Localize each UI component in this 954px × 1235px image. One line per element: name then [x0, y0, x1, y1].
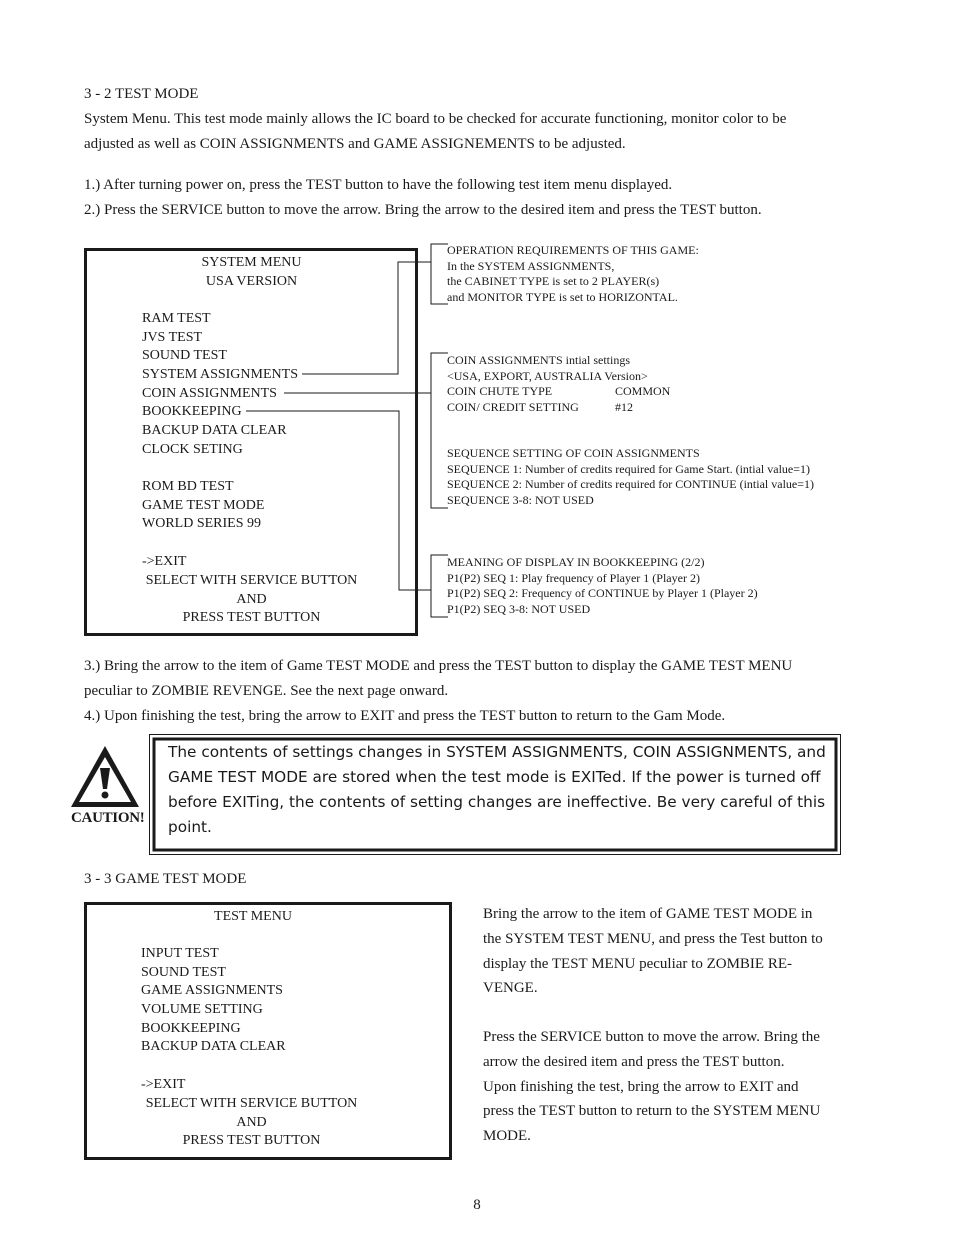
menu-item: SOUND TEST — [142, 348, 227, 364]
test-menu-title-wrap — [86, 908, 420, 927]
test-menu-items — [141, 945, 286, 1057]
note-line: <USA, EXPORT, AUSTRALIA Version> — [447, 368, 648, 383]
note-line: the CABINET TYPE is set to 2 PLAYER(s) — [447, 274, 660, 288]
caution-text: The contents of settings changes in SYSTEM ASSIGNMENTS, COIN ASSIGNMENTS, and GAME TEST MODE are stored when the test mode is EXITed. If the power is turned off before EXITing, the contents of setting changes are ineffective. Be very careful of this point. — [168, 743, 826, 836]
desc-line: VENGE. — [483, 980, 538, 997]
desc-line: display the TEST MENU peculiar to ZOMBIE RE- — [483, 955, 792, 972]
intro-line-1: System Menu. This test mode mainly allows the IC board to be checked for accurate functioning, monitor color to be — [84, 111, 787, 127]
note-line: MEANING OF DISPLAY IN BOOKKEEPING (2/2) — [447, 555, 705, 569]
menu-item: SOUND TEST — [141, 964, 226, 980]
menu-item: ROM BD TEST — [142, 479, 234, 494]
note-line: P1(P2) SEQ 1: Play frequency of Player 1 (Player 2) — [447, 570, 700, 585]
system-menu-items — [142, 310, 298, 460]
coin-chute-label: COIN CHUTE TYPE — [447, 384, 553, 398]
menu-item: WORLD SERIES 99 — [142, 516, 261, 532]
system-menu-version: USA VERSION — [205, 273, 298, 289]
note-line: OPERATION REQUIREMENTS OF THIS GAME: — [447, 243, 699, 257]
system-menu-items-2 — [142, 478, 264, 534]
coin-credit-label: COIN/ CREDIT SETTING — [447, 399, 579, 414]
note-line: P1(P2) SEQ 3-8: NOT USED — [447, 601, 591, 616]
step-1: 1.) After turning power on, press the TEST button to have the following test item menu displayed. — [84, 177, 673, 193]
footer-line: SELECT WITH SERVICE BUTTON — [145, 1096, 358, 1111]
menu-item: BACKUP DATA CLEAR — [141, 1039, 286, 1055]
caution-label: CAUTION! — [71, 810, 145, 826]
footer-line: PRESS TEST BUTTON — [182, 610, 321, 626]
desc-line: Press the SERVICE button to move the arrow. Bring the — [483, 1029, 820, 1045]
menu-item: RAM TEST — [142, 311, 211, 326]
footer-line: AND — [236, 591, 267, 607]
note-line — [447, 400, 648, 416]
step-4: 4.) Upon finishing the test, bring the arrow to EXIT and press the TEST button to return to the Gam Mode. — [84, 708, 726, 724]
page-number: 8 — [473, 1197, 481, 1213]
coin-chute-value: COMMON — [615, 384, 671, 398]
menu-item: BACKUP DATA CLEAR — [142, 423, 287, 439]
intro-line-2: adjusted as well as COIN ASSIGNMENTS and GAME ASSIGNEMENTS to be adjusted. — [84, 136, 626, 152]
desc-line: the SYSTEM TEST MENU, and press the Test button to — [483, 930, 823, 947]
desc-line: arrow the desired item and press the TEST button. — [483, 1053, 785, 1070]
desc-line: press the TEST button to return to the SYSTEM MENU — [483, 1103, 821, 1120]
system-menu-footer — [86, 572, 417, 628]
note-line: SEQUENCE 1: Number of credits required for Game Start. (intial value=1) — [447, 461, 810, 476]
menu-item: GAME ASSIGNMENTS — [141, 983, 283, 999]
menu-item: BOOKKEEPING — [142, 404, 242, 420]
note-line: and MONITOR TYPE is set to HORIZONTAL. — [447, 289, 678, 304]
section-heading-game-test-mode: 3 - 3 GAME TEST MODE — [84, 871, 247, 887]
coin-credit-value: #12 — [615, 399, 633, 414]
test-menu-title: TEST MENU — [214, 909, 292, 924]
footer-line: PRESS TEST BUTTON — [182, 1133, 321, 1149]
menu-item: GAME TEST MODE — [142, 497, 265, 513]
test-menu-exit: ->EXIT — [141, 1077, 186, 1092]
menu-item: INPUT TEST — [141, 946, 219, 961]
note-line: P1(P2) SEQ 2: Frequency of CONTINUE by Player 1 (Player 2) — [447, 586, 758, 600]
note-line: In the SYSTEM ASSIGNMENTS, — [447, 258, 615, 273]
note-sequence — [447, 446, 814, 508]
footer-line: AND — [236, 1114, 267, 1130]
footer-line: SELECT WITH SERVICE BUTTON — [145, 573, 358, 588]
desc-line: MODE. — [483, 1128, 531, 1145]
note-line — [447, 384, 671, 400]
menu-item: JVS TEST — [142, 329, 203, 345]
desc-line: Bring the arrow to the item of GAME TEST MODE in — [483, 906, 813, 922]
note-line: SEQUENCE 2: Number of credits required for CONTINUE (intial value=1) — [447, 477, 815, 491]
note-coin — [447, 353, 671, 415]
menu-item: VOLUME SETTING — [141, 1002, 263, 1018]
test-menu-footer — [86, 1095, 417, 1151]
note-operation — [447, 243, 699, 305]
note-bookkeeping — [447, 555, 758, 617]
system-menu-title: SYSTEM MENU — [201, 255, 302, 270]
step-3-line-2: peculiar to ZOMBIE REVENGE. See the next page onward. — [84, 683, 449, 699]
step-3-line-1: 3.) Bring the arrow to the item of Game TEST MODE and press the TEST button to display the GAME TEST MENU — [84, 658, 793, 674]
note-line: SEQUENCE 3-8: NOT USED — [447, 492, 594, 507]
system-menu — [86, 254, 417, 291]
note-line: SEQUENCE SETTING OF COIN ASSIGNMENTS — [447, 446, 700, 460]
section-heading-test-mode: 3 - 2 TEST MODE — [84, 86, 199, 102]
menu-item: CLOCK SETING — [142, 441, 243, 457]
menu-item: SYSTEM ASSIGNMENTS — [142, 367, 298, 383]
test-menu-description-2 — [483, 1025, 820, 1149]
menu-item: COIN ASSIGNMENTS — [142, 385, 277, 401]
test-menu-description-1 — [483, 902, 823, 1001]
system-menu-exit: ->EXIT — [142, 554, 187, 569]
step-2: 2.) Press the SERVICE button to move the arrow. Bring the arrow to the desired item and press the TEST button. — [84, 202, 762, 218]
desc-line: Upon finishing the test, bring the arrow to EXIT and — [483, 1078, 799, 1095]
note-line: COIN ASSIGNMENTS intial settings — [447, 353, 631, 367]
menu-item: BOOKKEEPING — [141, 1020, 241, 1036]
